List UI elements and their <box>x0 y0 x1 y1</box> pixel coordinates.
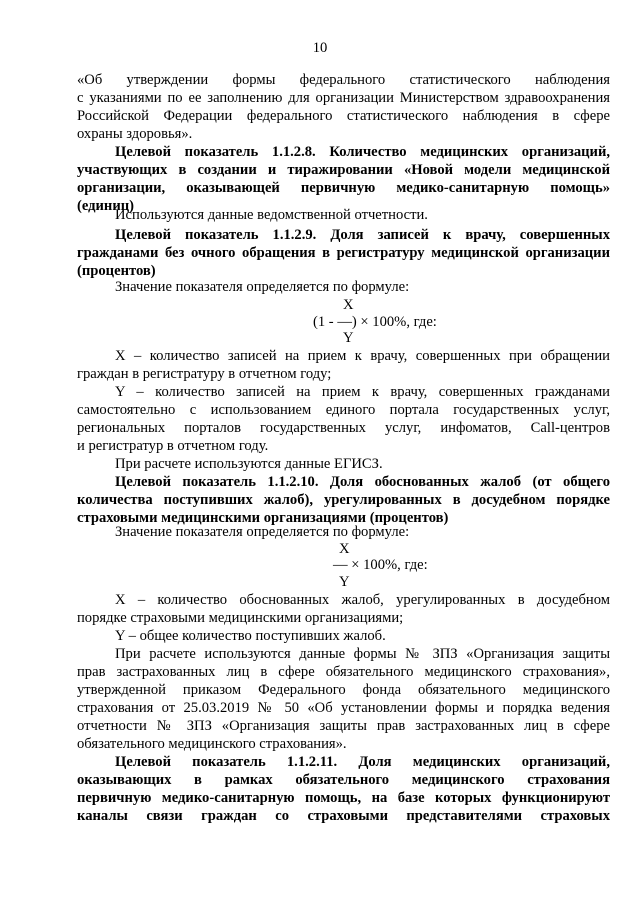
text-line: Российской Федерации федерального статистического наблюдения в сфере <box>77 108 610 124</box>
text-line: Y – количество записей на прием к врачу, совершенных гражданами <box>115 384 610 400</box>
indicator-heading: (процентов) <box>77 263 156 279</box>
text-line: самостоятельно с использованием единого портала государственных услуг, <box>77 402 610 418</box>
indicator-heading: количества поступивших жалоб), урегулированных в досудебном порядке <box>77 492 610 508</box>
text-line: Используются данные ведомственной отчетности. <box>115 207 428 223</box>
formula-denominator: Y <box>343 330 354 346</box>
text-line: При расчете используются данные ЕГИСЗ. <box>115 456 383 472</box>
indicator-heading: организации, оказывающей первичную медико-санитарную помощь» <box>77 180 610 196</box>
formula-numerator: X <box>339 541 350 557</box>
text-line: X – количество обоснованных жалоб, урегулированных в досудебном <box>115 592 610 608</box>
formula-line: — × 100%, где: <box>333 557 428 573</box>
formula-denominator: Y <box>339 574 350 590</box>
text-line: и регистратур в отчетном году. <box>77 438 269 454</box>
text-line: Значение показателя определяется по формуле: <box>115 279 410 295</box>
indicator-heading: первичную медико-санитарную помощь, на базе которых функционируют <box>77 790 610 806</box>
text-line: «Об утверждении формы федерального статистического наблюдения <box>77 72 610 88</box>
text-line: региональных порталов государственных услуг, инфоматов, Call-центров <box>77 420 610 436</box>
text-line: страхования от 25.03.2019 № 50 «Об установлении формы и порядка ведения <box>77 700 610 716</box>
indicator-heading: гражданами без очного обращения в регистратуру медицинской организации <box>77 245 610 261</box>
text-line: При расчете используются данные формы № ЗПЗ «Организация защиты <box>115 646 610 662</box>
indicator-heading: Целевой показатель 1.1.2.10. Доля обоснованных жалоб (от общего <box>115 474 610 490</box>
text-line: прав застрахованных лиц в сфере обязательного медицинского страхования», <box>77 664 610 680</box>
indicator-heading: Целевой показатель 1.1.2.8. Количество медицинских организаций, <box>115 144 610 160</box>
text-line: утвержденной приказом Федерального фонда обязательного медицинского <box>77 682 610 698</box>
page-number: 10 <box>312 40 328 56</box>
text-line: граждан в регистратуру в отчетном году; <box>77 366 332 382</box>
text-line: Y – общее количество поступивших жалоб. <box>115 628 386 644</box>
text-line: X – количество записей на прием к врачу, совершенных при обращении <box>115 348 610 364</box>
indicator-heading: каналы связи граждан со страховыми представителями страховых <box>77 808 610 824</box>
indicator-heading: участвующих в создании и тиражировании «Новой модели медицинской <box>77 162 610 178</box>
text-line: с указаниями по ее заполнению для организации Министерством здравоохранения <box>77 90 610 106</box>
indicator-heading: (единиц) <box>77 198 135 214</box>
text-line: охраны здоровья». <box>77 126 193 142</box>
indicator-heading: Целевой показатель 1.1.2.11. Доля медицинских организаций, <box>115 754 610 770</box>
text-line: порядке страховыми медицинскими организациями; <box>77 610 404 626</box>
formula-numerator: X <box>343 297 354 313</box>
indicator-heading: оказывающих в рамках обязательного медицинского страхования <box>77 772 610 788</box>
text-line: отчетности № ЗПЗ «Организация защиты прав застрахованных лиц в сфере <box>77 718 610 734</box>
formula-line: (1 - —) × 100%, где: <box>313 314 437 330</box>
text-line: обязательного медицинского страхования». <box>77 736 347 752</box>
indicator-heading: Целевой показатель 1.1.2.9. Доля записей к врачу, совершенных <box>115 227 610 243</box>
text-line: Значение показателя определяется по формуле: <box>115 524 410 540</box>
indicator-heading: страховыми медицинскими организациями (процентов) <box>77 510 449 526</box>
